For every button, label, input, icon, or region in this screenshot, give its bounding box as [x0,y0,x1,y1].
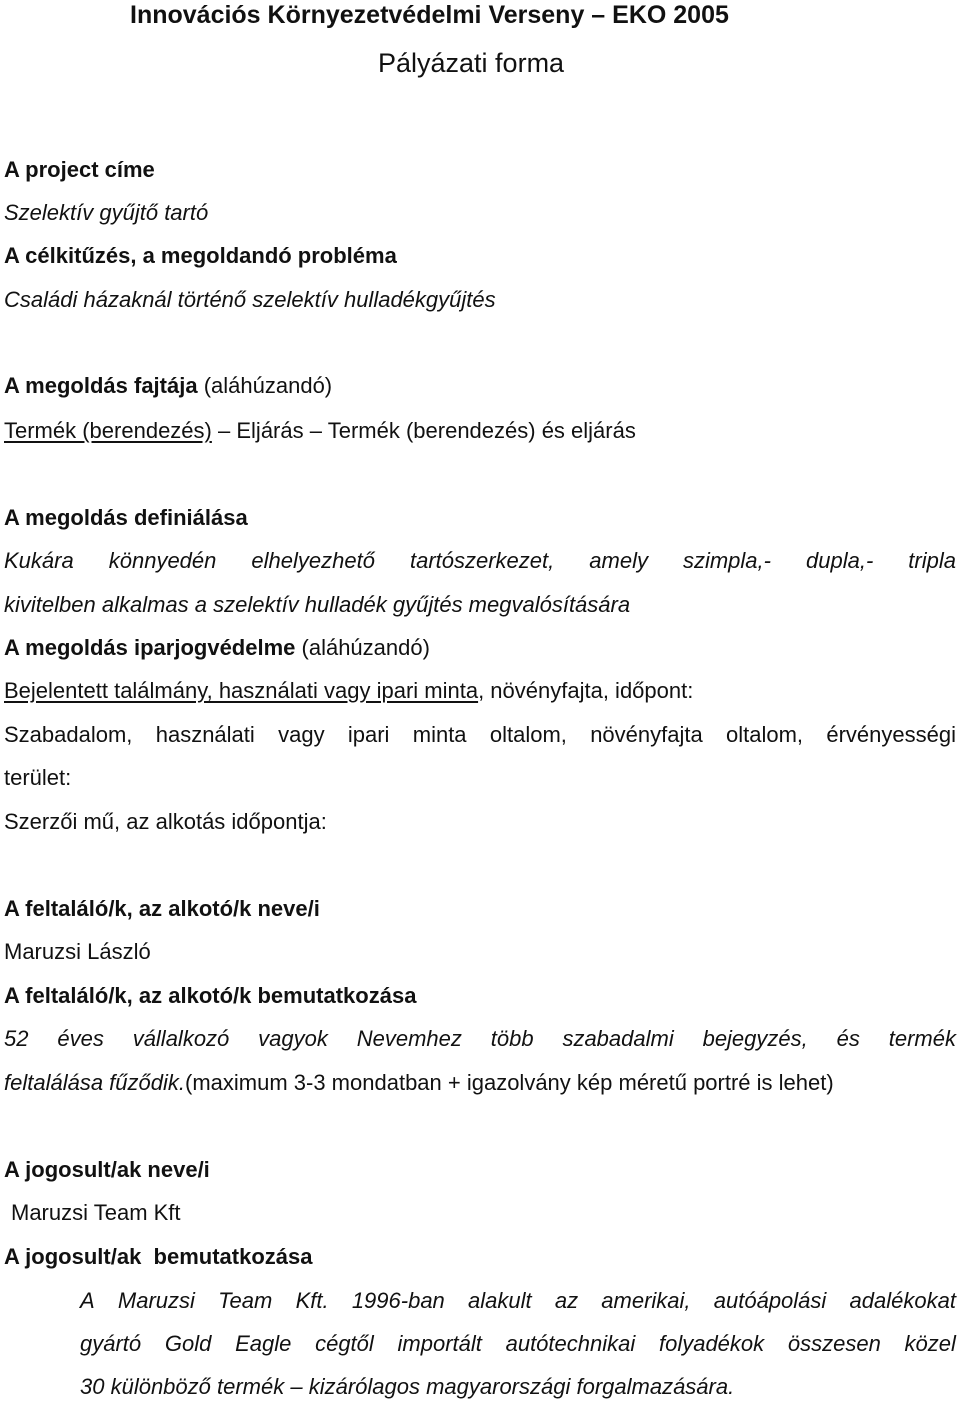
word: folyadékok [658,1331,765,1356]
word: vállalkozó [132,1026,230,1051]
definition-line-1 [4,546,956,576]
dash-separator: – [218,418,231,443]
word: az [554,1288,579,1313]
word: tartószerkezet, [409,548,555,573]
solution-type-hint: (aláhúzandó) [203,373,333,398]
solution-type-options [4,416,636,446]
document-title: Innovációs Környezetvédelmi Verseny – EKO 2005 [130,1,729,29]
goal-label: A célkitűzés, a megoldandó probléma [4,243,397,268]
word: oltalom, [726,722,804,747]
word: éves [57,1026,104,1051]
word: oltalom, [489,722,567,747]
word: gyártó [80,1331,142,1356]
word: adalékokat [849,1288,956,1313]
word: összesen [787,1331,881,1356]
holder-intro-line-3: 30 különböző termék – kizárólagos magyarországi forgalmazására. [80,1374,735,1399]
word: Eagle [235,1331,292,1356]
word: A [80,1288,95,1313]
word: minta [412,722,467,747]
inventor-intro-italic: feltalálása fűződik. [4,1070,185,1095]
word: érvényességi [826,722,956,747]
ip-patent-line-2: terület: [4,765,72,790]
project-title-label: A project címe [4,157,155,182]
ip-copyright: Szerzői mű, az alkotás időpontja: [4,809,327,834]
inventor-intro-note: (maximum 3-3 mondatban + igazolvány kép méretű portré is lehet) [185,1070,834,1095]
word: és [836,1026,860,1051]
definition-label: A megoldás definiálása [4,505,248,530]
holder-intro-label: A jogosult/ak bemutatkozása [4,1244,313,1269]
ip-patent-line-1 [4,720,956,750]
inventor-name-value: Maruzsi László [4,939,151,964]
word: Szabadalom, [4,722,133,747]
word: használati [155,722,255,747]
word: szimpla,- [682,548,771,573]
option-both: Termék (berendezés) és eljárás [327,418,636,443]
word: elhelyezhető [251,548,375,573]
goal-value: Családi házaknál történő szelektív hulladékgyűjtés [4,287,496,312]
holder-name-label: A jogosult/ak neve/i [4,1157,210,1182]
ip-hint: (aláhúzandó) [301,635,430,660]
solution-type-label: A megoldás fajtája [4,373,198,398]
holder-intro-line-2 [80,1329,956,1359]
ip-registered [4,676,693,706]
word: tripla [908,548,956,573]
word: Team [218,1288,273,1313]
word: amerikai, [601,1288,691,1313]
word: bejegyzés, [702,1026,808,1051]
holder-name-value: Maruzsi Team Kft [11,1200,181,1225]
word: termék [888,1026,956,1051]
word: Nevemhez [356,1026,462,1051]
word: növényfajta [590,722,703,747]
word: autóápolási [713,1288,827,1313]
word: autótechnikai [505,1331,636,1356]
word: ipari [347,722,390,747]
word: Kukára [4,548,74,573]
dash-separator: – [309,418,322,443]
solution-type-heading [4,371,332,401]
word: közel [904,1331,956,1356]
word: cégtől [315,1331,374,1356]
option-product: Termék (berendezés) [4,418,212,443]
word: vagy [278,722,325,747]
word: dupla,- [806,548,874,573]
word: Kft. [295,1288,329,1313]
word: 52 [4,1026,29,1051]
inventor-name-label: A feltaláló/k, az alkotó/k neve/i [4,896,320,921]
word: amely [589,548,648,573]
word: Gold [164,1331,212,1356]
word: könnyedén [108,548,217,573]
inventor-intro-line-1 [4,1024,956,1054]
document-subtitle: Pályázati forma [378,48,565,78]
word: Maruzsi [117,1288,195,1313]
ip-registered-underlined: Bejelentett találmány, használati vagy ipari minta [4,678,479,703]
word: több [490,1026,534,1051]
ip-registered-rest: , növényfajta, időpont: [478,678,694,703]
definition-line-2: kivitelben alkalmas a szelektív hulladék gyűjtés megvalósítására [4,592,631,617]
inventor-intro-label: A feltaláló/k, az alkotó/k bemutatkozása [4,983,417,1008]
ip-heading [4,633,430,663]
inventor-intro-line-2 [4,1068,834,1098]
holder-intro-line-1 [80,1286,956,1316]
word: importált [397,1331,482,1356]
word: vagyok [258,1026,328,1051]
word: alakult [468,1288,532,1313]
word: szabadalmi [562,1026,674,1051]
word: 1996-ban [351,1288,445,1313]
option-process: Eljárás [236,418,304,443]
project-title-value: Szelektív gyűjtő tartó [4,200,209,225]
ip-label: A megoldás iparjogvédelme [4,635,296,660]
